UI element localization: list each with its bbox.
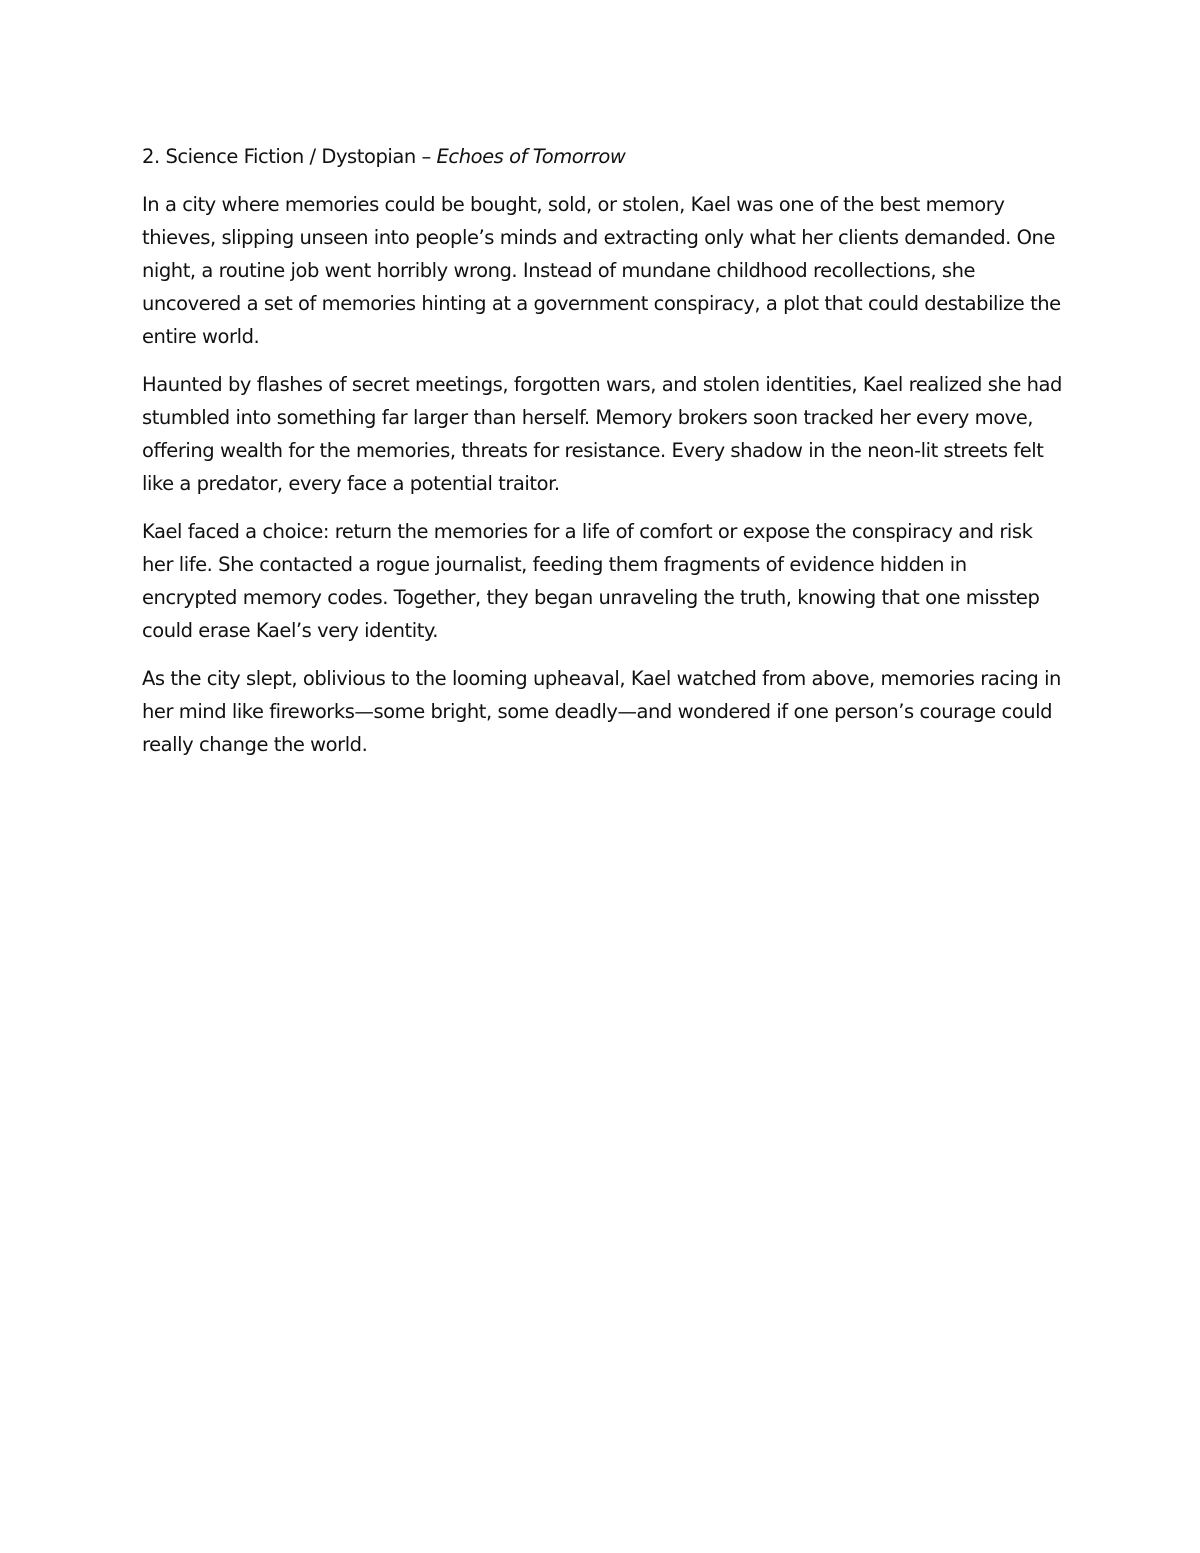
- story-title: Echoes of Tomorrow: [436, 145, 626, 168]
- heading-prefix: 2. Science Fiction / Dystopian –: [142, 145, 437, 168]
- paragraph-1: In a city where memories could be bought, sold, or stolen, Kael was one of the best memory thieves, slipping unseen into people’s minds and extracting only what her clients demanded. One night, a routine job went horribly wrong. Instead of mundane childhood recollections, she uncovered a set of memories hinting at a government conspiracy, a plot that could destabilize the entire world.: [142, 193, 1061, 348]
- document-body: [142, 140, 1062, 776]
- paragraph-2: Haunted by flashes of secret meetings, forgotten wars, and stolen identities, Kael realized she had stumbled into something far larger than herself. Memory brokers soon tracked her every move, offering wealth for the memories, threats for resistance. Every shadow in the neon-lit streets felt like a predator, every face a potential traitor.: [142, 373, 1062, 495]
- paragraph-3: Kael faced a choice: return the memories for a life of comfort or expose the conspiracy and risk her life. She contacted a rogue journalist, feeding them fragments of evidence hidden in encrypted memory codes. Together, they began unraveling the truth, knowing that one misstep could erase Kael’s very identity.: [142, 520, 1040, 642]
- paragraph-4: As the city slept, oblivious to the looming upheaval, Kael watched from above, memories racing in her mind like fireworks—some bright, some deadly—and wondered if one person’s courage could really change the world.: [142, 667, 1061, 756]
- section-heading: [142, 140, 1062, 173]
